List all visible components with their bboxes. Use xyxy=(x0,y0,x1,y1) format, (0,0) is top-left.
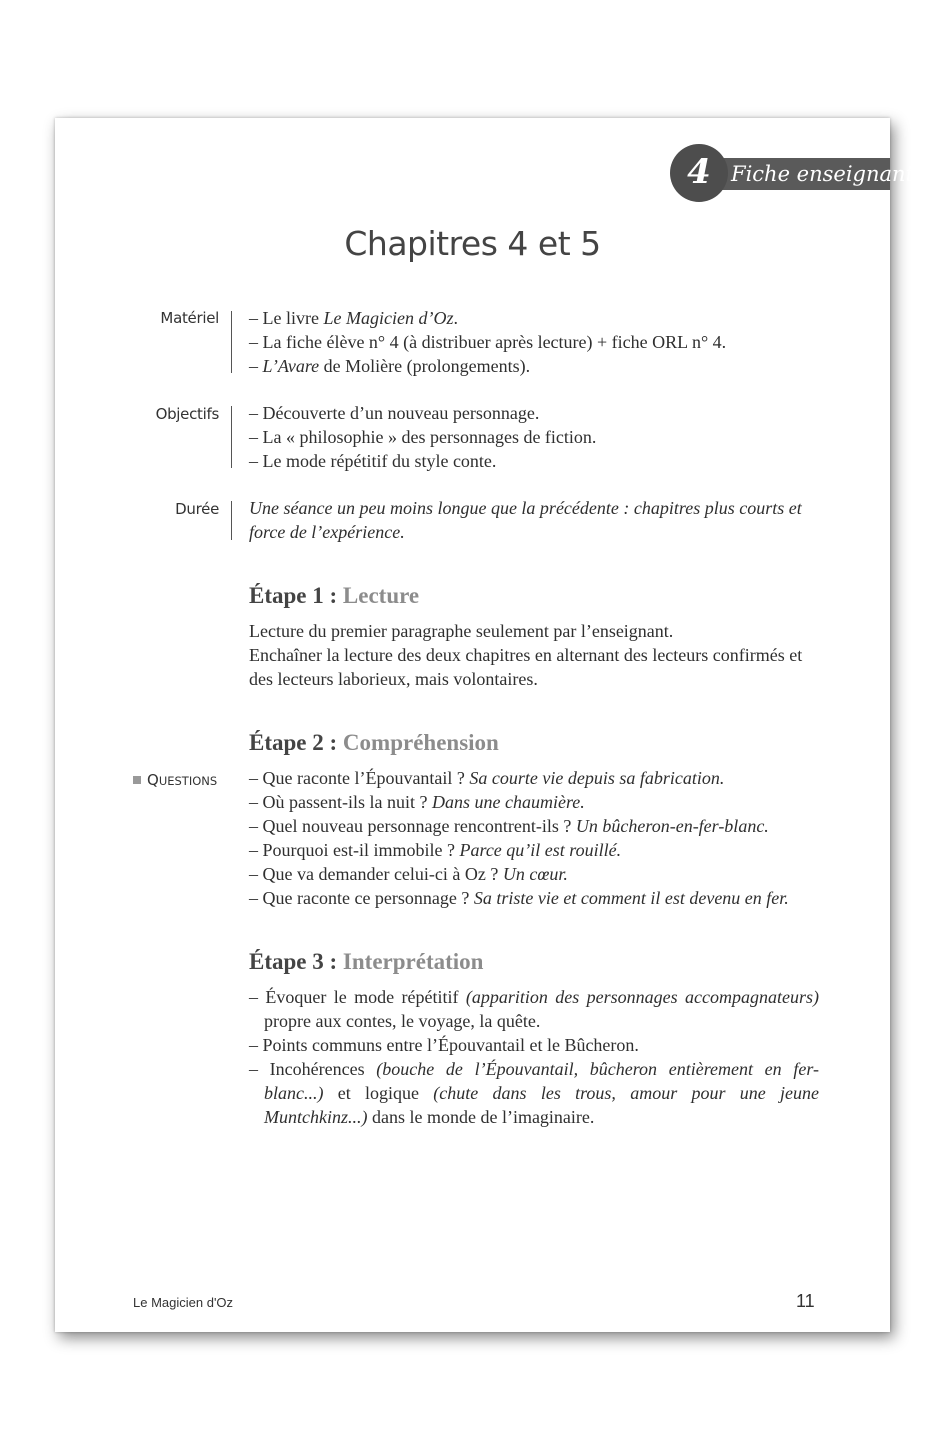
question-item: – Que va demander celui-ci à Oz ? Un cœur. xyxy=(249,864,568,884)
question-item: – Que raconte l’Épouvantail ? Sa courte vie depuis sa fabrication. xyxy=(249,768,725,788)
question-item: – Où passent-ils la nuit ? Dans une chaumière. xyxy=(249,792,585,812)
objectif-item: – Découverte d’un nouveau personnage. xyxy=(249,403,540,423)
interpretation-item: – Points communs entre l’Épouvantail et le Bûcheron. xyxy=(249,1035,639,1055)
page-number: 11 xyxy=(796,1291,815,1311)
etape1-line: Lecture du premier paragraphe seulement par l’enseignant. xyxy=(249,621,674,641)
banner-label: Fiche enseignant xyxy=(731,162,915,186)
etape1-heading: Étape 1 : Lecture xyxy=(249,583,420,608)
materiel-label: Matériel xyxy=(160,309,219,327)
interpretation-item: – Incohérences (bouche de l’Épouvantail, bûcheron entièrement en fer-blanc...) et logique (chute dans les trous, amour pour une jeune Muntchkinz...) dans le monde de l’imaginaire. xyxy=(249,1059,820,1127)
duree-divider xyxy=(231,501,232,540)
objectifs-divider xyxy=(231,406,232,468)
question-item: – Quel nouveau personnage rencontrent-ils ? Un bûcheron-en-fer-blanc. xyxy=(249,816,769,836)
duree-label: Durée xyxy=(175,500,219,518)
etape1-text xyxy=(249,619,824,691)
square-bullet-icon xyxy=(133,776,141,784)
materiel-item: – Le livre Le Magicien d’Oz. xyxy=(249,308,458,328)
objectif-item: – Le mode répétitif du style conte. xyxy=(249,451,497,471)
questions-label: QUESTIONS xyxy=(133,771,217,789)
objectifs-list xyxy=(249,401,824,473)
materiel-item: – La fiche élève n° 4 (à distribuer après lecture) + fiche ORL n° 4. xyxy=(249,332,727,352)
page-sheet xyxy=(55,118,890,1332)
duree-text: Une séance un peu moins longue que la précédente : chapitres plus courts et force de l’expérience. xyxy=(249,498,802,542)
etape2-heading: Étape 2 : Compréhension xyxy=(249,730,499,755)
objectifs-label: Objectifs xyxy=(155,405,219,423)
materiel-item: – L’Avare de Molière (prolongements). xyxy=(249,356,531,376)
materiel-divider xyxy=(231,311,232,373)
interpretation-item: – Évoquer le mode répétitif (apparition des personnages accompagnateurs) propre aux contes, le voyage, la quête. xyxy=(249,987,819,1031)
interpretation-list xyxy=(249,985,819,1129)
etape3-heading: Étape 3 : Interprétation xyxy=(249,949,484,974)
question-item: – Pourquoi est-il immobile ? Parce qu’il est rouillé. xyxy=(249,840,622,860)
materiel-list xyxy=(249,306,824,378)
footer-book-title: Le Magicien d'Oz xyxy=(133,1295,234,1310)
objectif-item: – La « philosophie » des personnages de fiction. xyxy=(249,427,597,447)
page-title: Chapitres 4 et 5 xyxy=(344,224,601,263)
question-item: – Que raconte ce personnage ? Sa triste vie et comment il est devenu en fer. xyxy=(249,888,789,908)
questions-list xyxy=(249,766,824,910)
etape1-line: Enchaîner la lecture des deux chapitres en alternant des lecteurs confirmés et des lecteurs laborieux, mais volontaires. xyxy=(249,645,803,689)
fiche-number-badge: 4 xyxy=(670,144,728,202)
